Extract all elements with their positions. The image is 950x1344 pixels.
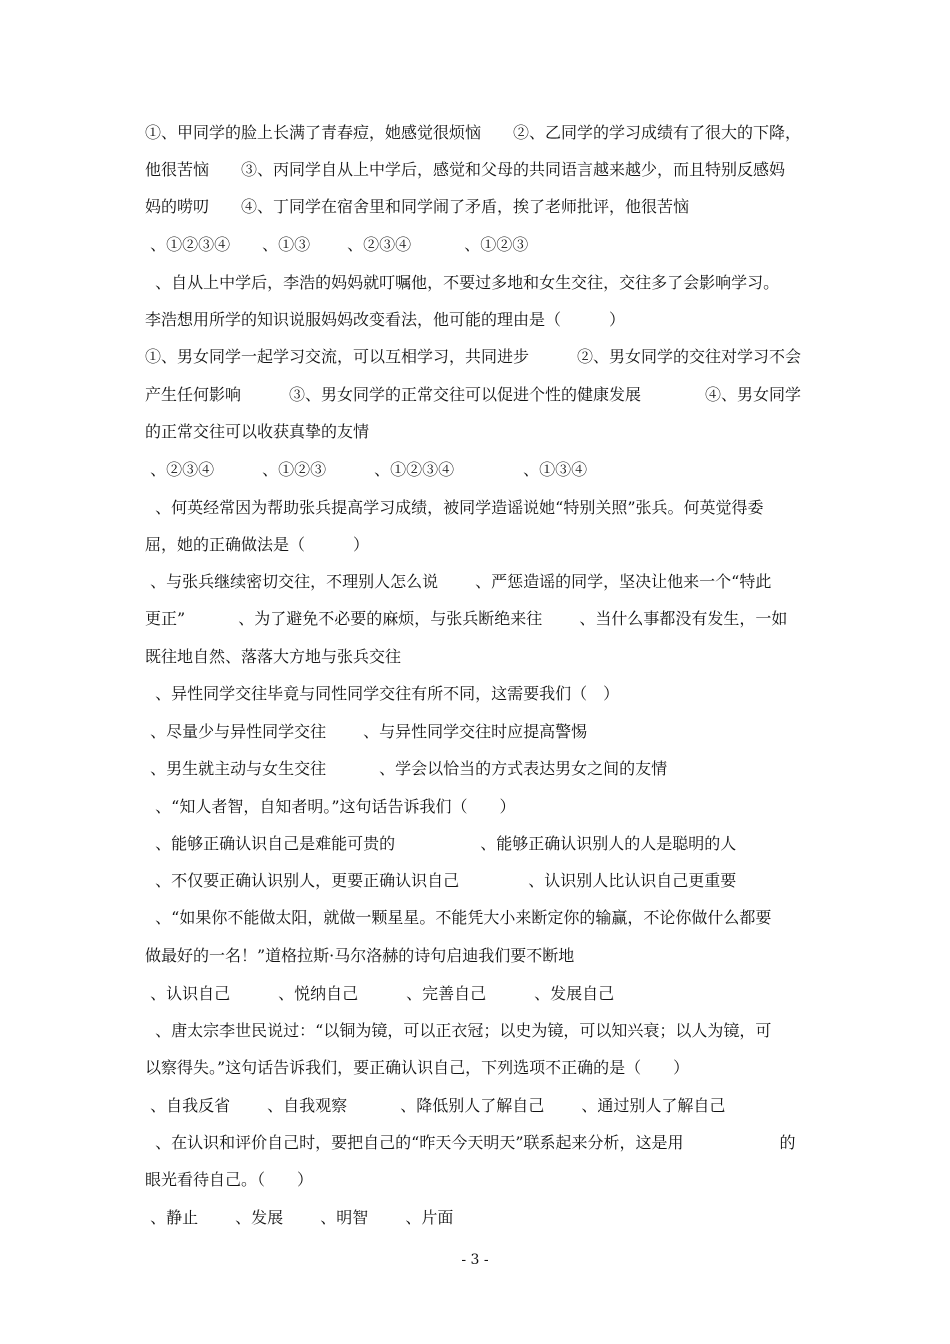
question-text: 、“知人者智，自知者明。”这句话告诉我们（ ） xyxy=(145,797,516,816)
answer-options: 、不仅要正确认识别人，更要正确认识自己 、认识别人比认识自己更重要 xyxy=(145,871,737,890)
question-text: 、在认识和评价自己时，要把自己的“昨天今天明天”联系起来分析，这是用 的 xyxy=(145,1133,796,1152)
answer-options: 、①②③④ 、①③ 、②③④ 、①②③ xyxy=(145,235,529,254)
answer-options: 既往地自然、落落大方地与张兵交往 xyxy=(145,647,402,666)
text-line: 屈，她的正确做法是（ ） xyxy=(145,535,370,554)
answer-options: 、认识自己 、悦纳自己 、完善自己 、发展自己 xyxy=(145,984,615,1003)
answer-options: 、自我反省 、自我观察 、降低别人了解自己 、通过别人了解自己 xyxy=(145,1096,726,1115)
question-text: 、何英经常因为帮助张兵提高学习成绩，被同学造谣说她“特别关照”张兵。何英觉得委 xyxy=(145,498,764,517)
answer-options: 、②③④ 、①②③ 、①②③④ 、①③④ xyxy=(145,460,588,479)
answer-options: 、男生就主动与女生交往 、学会以恰当的方式表达男女之间的友情 xyxy=(145,759,668,778)
text-line: 的正常交往可以收获真挚的友情 xyxy=(145,422,370,441)
text-line: 李浩想用所学的知识说服妈妈改变看法，他可能的理由是（ ） xyxy=(145,310,626,329)
text-line: 以察得失。”这句话告诉我们，要正确认识自己，下列选项不正确的是（ ） xyxy=(145,1058,690,1077)
answer-options: 更正” 、为了避免不必要的麻烦，与张兵断绝来往 、当什么事都没有发生，一如 xyxy=(145,609,788,628)
text-line: ①、男女同学一起学习交流，可以互相学习，共同进步 ②、男女同学的交往对学习不会 xyxy=(145,347,802,366)
text-line: 产生任何影响 ③、男女同学的正常交往可以促进个性的健康发展 ④、男女同学 xyxy=(145,385,802,404)
answer-options: 、静止 、发展 、明智 、片面 xyxy=(145,1208,454,1227)
question-text: 、异性同学交往毕竟与同性同学交往有所不同，这需要我们（ ） xyxy=(145,684,620,703)
answer-options: 、与张兵继续密切交往，不理别人怎么说 、严惩造谣的同学，坚决让他来一个“特此 xyxy=(145,572,772,591)
text-line: 他很苦恼 ③、丙同学自从上中学后，感觉和父母的共同语言越来越少，而且特别反感妈 xyxy=(145,160,786,179)
text-line: ①、甲同学的脸上长满了青春痘，她感觉很烦恼 ②、乙同学的学习成绩有了很大的下降， xyxy=(145,123,802,142)
text-line: 做最好的一名！”道格拉斯·马尔洛赫的诗句启迪我们要不断地 xyxy=(145,946,575,965)
answer-options: 、尽量少与异性同学交往 、与异性同学交往时应提高警惕 xyxy=(145,722,588,741)
answer-options: 、能够正确认识自己是难能可贵的 、能够正确认识别人的人是聪明的人 xyxy=(145,834,737,853)
question-text: 、自从上中学后，李浩的妈妈就叮嘱他，不要过多地和女生交往，交往多了会影响学习。 xyxy=(145,273,780,292)
text-line: 眼光看待自己。（ ） xyxy=(145,1170,314,1189)
question-text: 、唐太宗李世民说过：“以铜为镜，可以正衣冠；以史为镜，可以知兴衰；以人为镜，可 xyxy=(145,1021,772,1040)
question-text: 、“如果你不能做太阳，就做一颗星星。不能凭大小来断定你的输赢，不论你做什么都要 xyxy=(145,908,772,927)
page-number: - 3 - xyxy=(461,1252,489,1268)
text-line: 妈的唠叨 ④、丁同学在宿舍里和同学闹了矛盾，挨了老师批评，他很苦恼 xyxy=(145,197,690,216)
